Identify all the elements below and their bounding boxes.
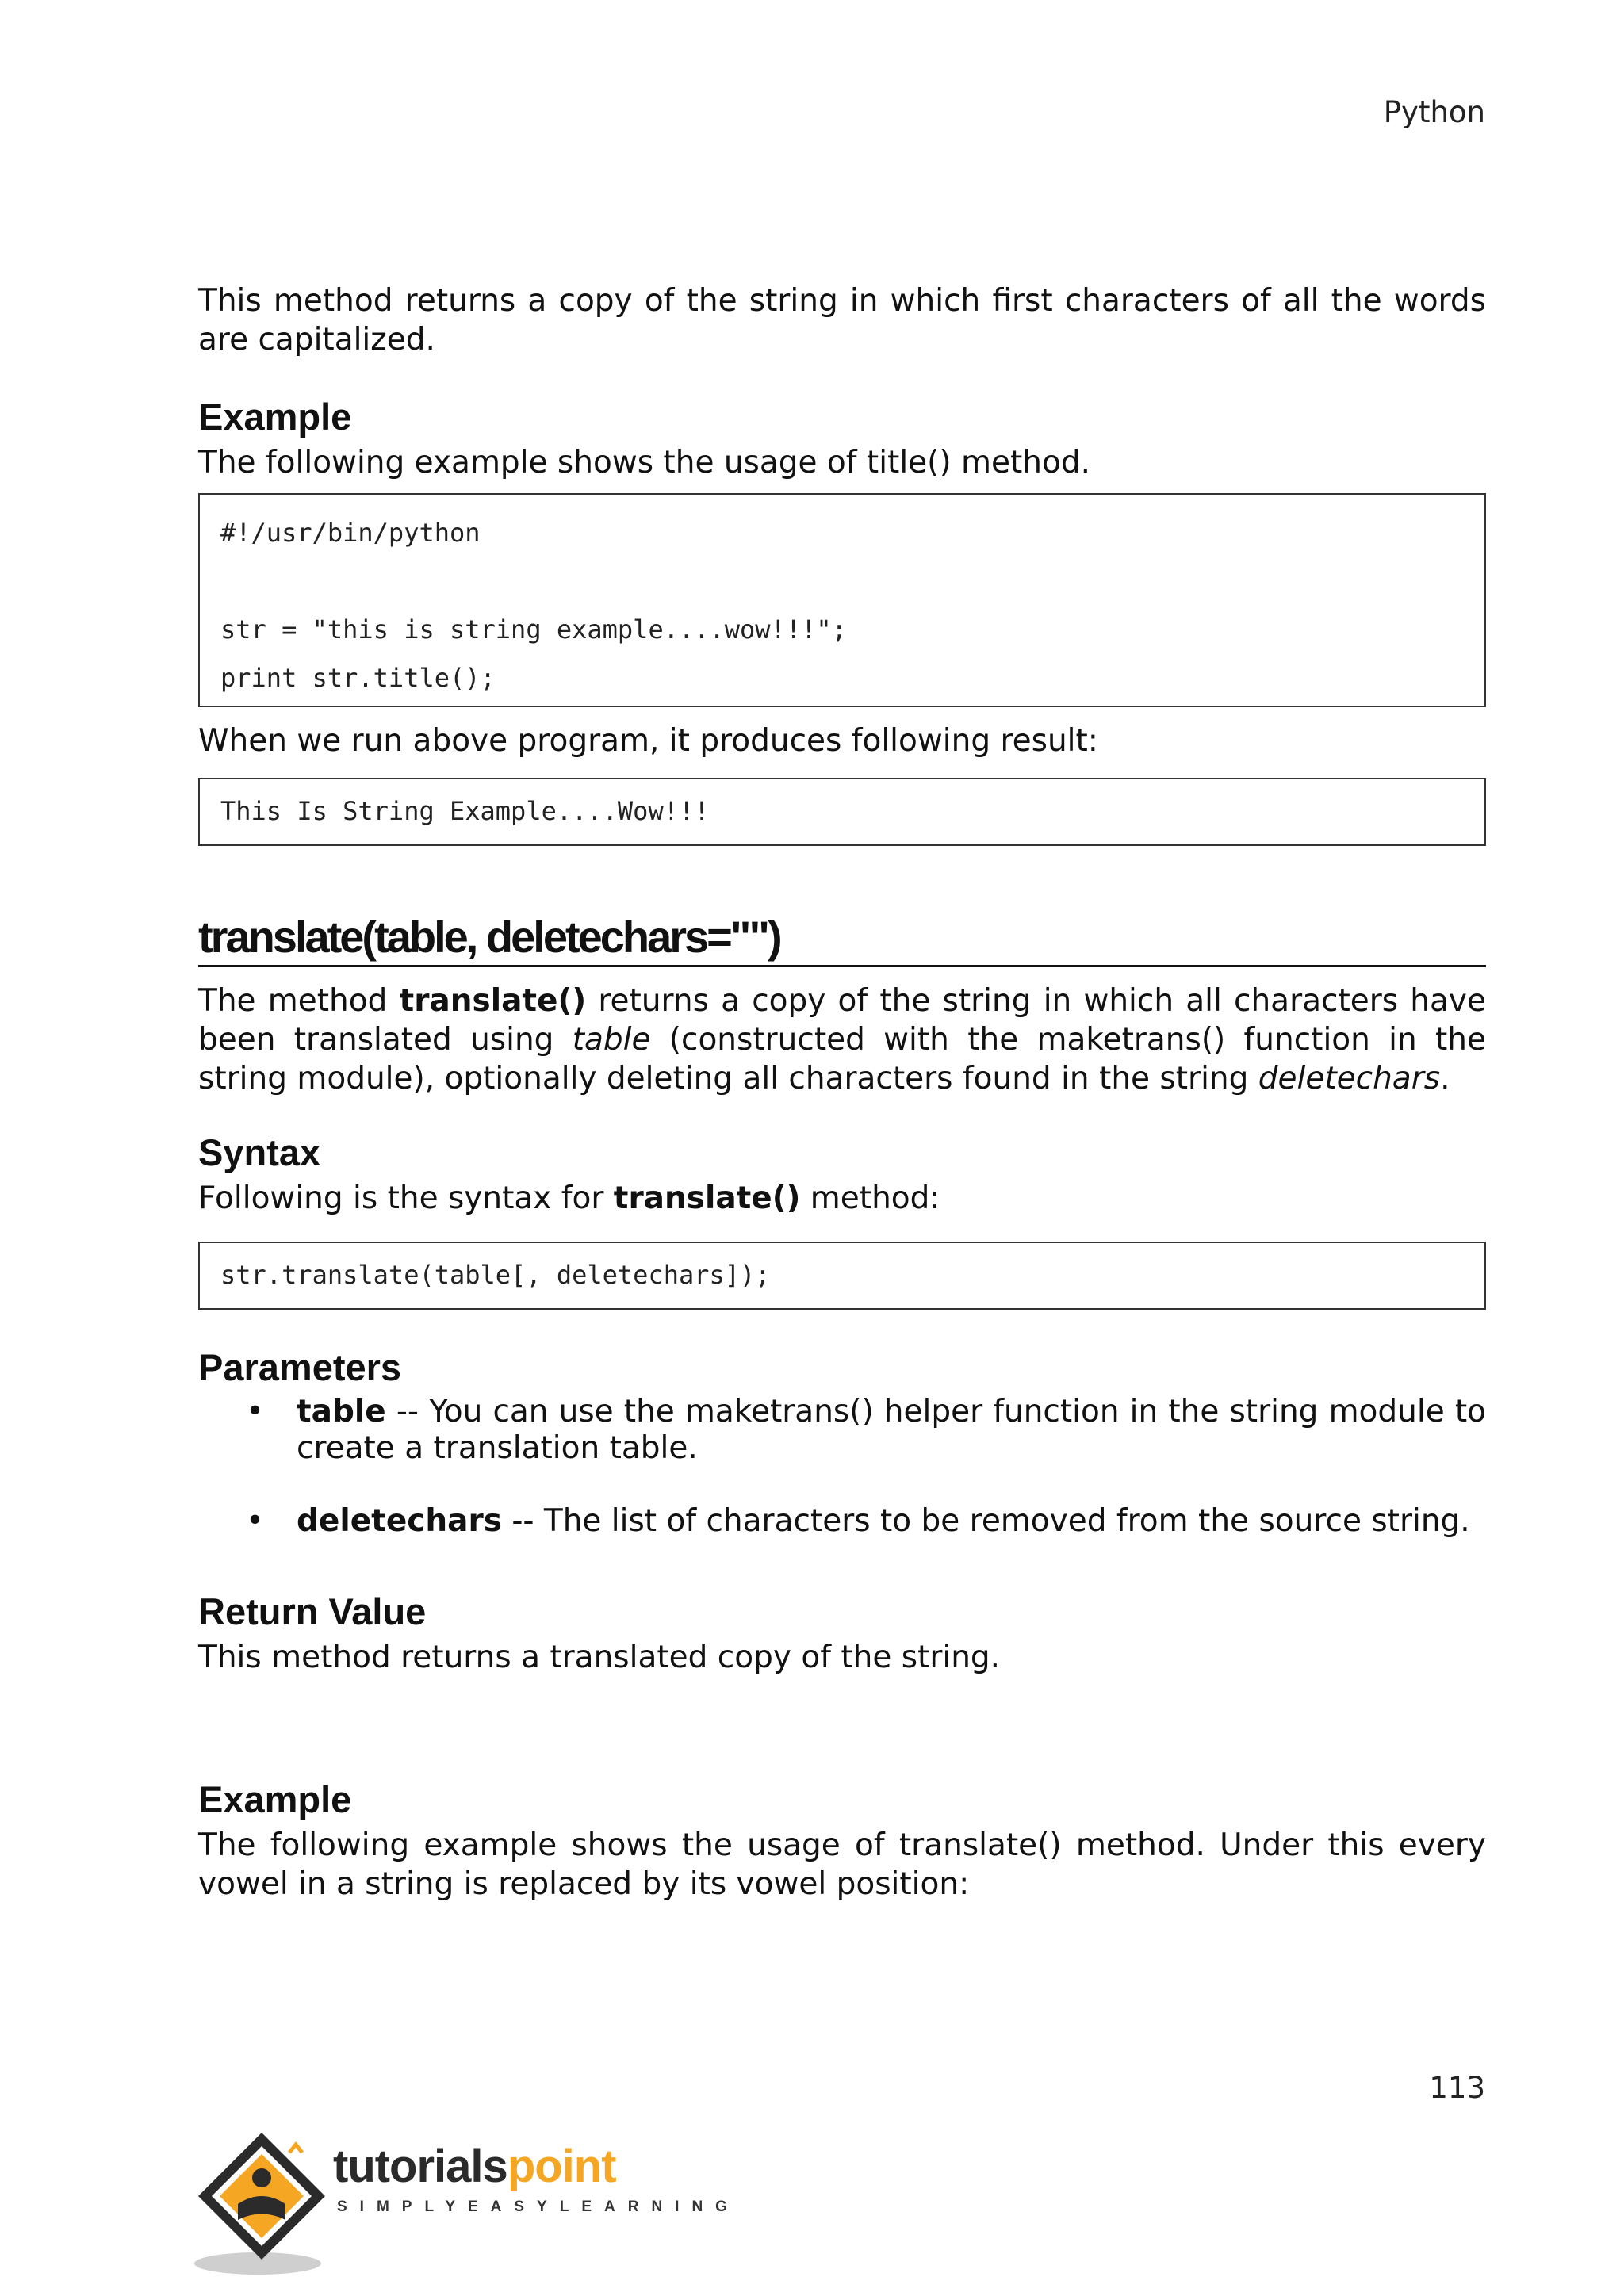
intro-paragraph: This method returns a copy of the string in which first characters of all the words are capitalized. bbox=[198, 283, 1486, 358]
method-name: translate() bbox=[399, 983, 587, 1019]
code-line: str = "this is string example....wow!!!"; bbox=[220, 614, 847, 645]
list-item bbox=[198, 1394, 1486, 1467]
parameters-list bbox=[198, 1394, 1486, 1540]
param-ref-table: table bbox=[572, 1022, 651, 1058]
page-number: 113 bbox=[1429, 2071, 1485, 2105]
output-block bbox=[198, 778, 1486, 846]
return-value-heading: Return Value bbox=[198, 1590, 427, 1632]
logo-tagline: SIMPLYEASYLEARNING bbox=[337, 2198, 740, 2215]
code-blank-line bbox=[220, 557, 1464, 606]
syntax-code-line: str.translate(table[, deletechars]); bbox=[220, 1260, 771, 1290]
output-line: This Is String Example....Wow!!! bbox=[220, 796, 710, 826]
logo-word-2: point bbox=[507, 2141, 616, 2192]
syntax-heading: Syntax bbox=[198, 1131, 321, 1173]
logo-word-1: tutorials bbox=[333, 2141, 508, 2192]
syntax-text: Following is the syntax for bbox=[198, 1181, 614, 1216]
desc-text: The method bbox=[198, 983, 400, 1019]
bullet-icon: • bbox=[246, 1503, 265, 1539]
return-value-text: This method returns a translated copy of the string. bbox=[198, 1640, 1001, 1675]
section-title: translate(table, deletechars="") bbox=[198, 911, 1486, 967]
method-name: translate() bbox=[613, 1181, 801, 1216]
parameters-heading: Parameters bbox=[198, 1346, 402, 1388]
example-description: The following example shows the usage of title() method. bbox=[198, 445, 1090, 480]
syntax-text: method: bbox=[800, 1181, 940, 1216]
tutorialspoint-logo bbox=[194, 2129, 740, 2279]
code-block-title bbox=[198, 493, 1486, 707]
translate-description bbox=[198, 982, 1486, 1098]
syntax-description bbox=[198, 1179, 1486, 1218]
list-item bbox=[198, 1503, 1486, 1540]
code-line: #!/usr/bin/python bbox=[220, 518, 481, 548]
syntax-code-block bbox=[198, 1242, 1486, 1310]
page-content bbox=[198, 281, 1486, 1904]
desc-text: returns a copy of the string in which all characters have been translated using bbox=[198, 983, 1486, 1058]
result-intro: When we run above program, it produces following result: bbox=[198, 723, 1098, 759]
example-heading: Example bbox=[198, 396, 352, 438]
example-description: The following example shows the usage of translate() method. Under this every vowel in a string is replaced by its vowel position: bbox=[198, 1827, 1486, 1902]
desc-text: (constructed with the maketrans() function in the string module), optionally deleting all characters found in the string bbox=[198, 1022, 1486, 1096]
bullet-icon: • bbox=[246, 1394, 265, 1429]
logo-diamond-icon bbox=[194, 2129, 337, 2279]
logo-wordmark bbox=[333, 2140, 616, 2193]
param-name: table bbox=[297, 1394, 386, 1429]
running-header: Python bbox=[1383, 95, 1485, 129]
desc-text: . bbox=[1440, 1061, 1450, 1096]
example-heading: Example bbox=[198, 1778, 352, 1820]
param-name: deletechars bbox=[297, 1503, 502, 1539]
code-line: print str.title(); bbox=[220, 663, 496, 693]
param-desc: -- You can use the maketrans() helper function in the string module to create a translation table. bbox=[297, 1394, 1486, 1466]
param-desc: -- The list of characters to be removed from the source string. bbox=[501, 1503, 1470, 1539]
param-ref-deletechars: deletechars bbox=[1258, 1061, 1441, 1096]
